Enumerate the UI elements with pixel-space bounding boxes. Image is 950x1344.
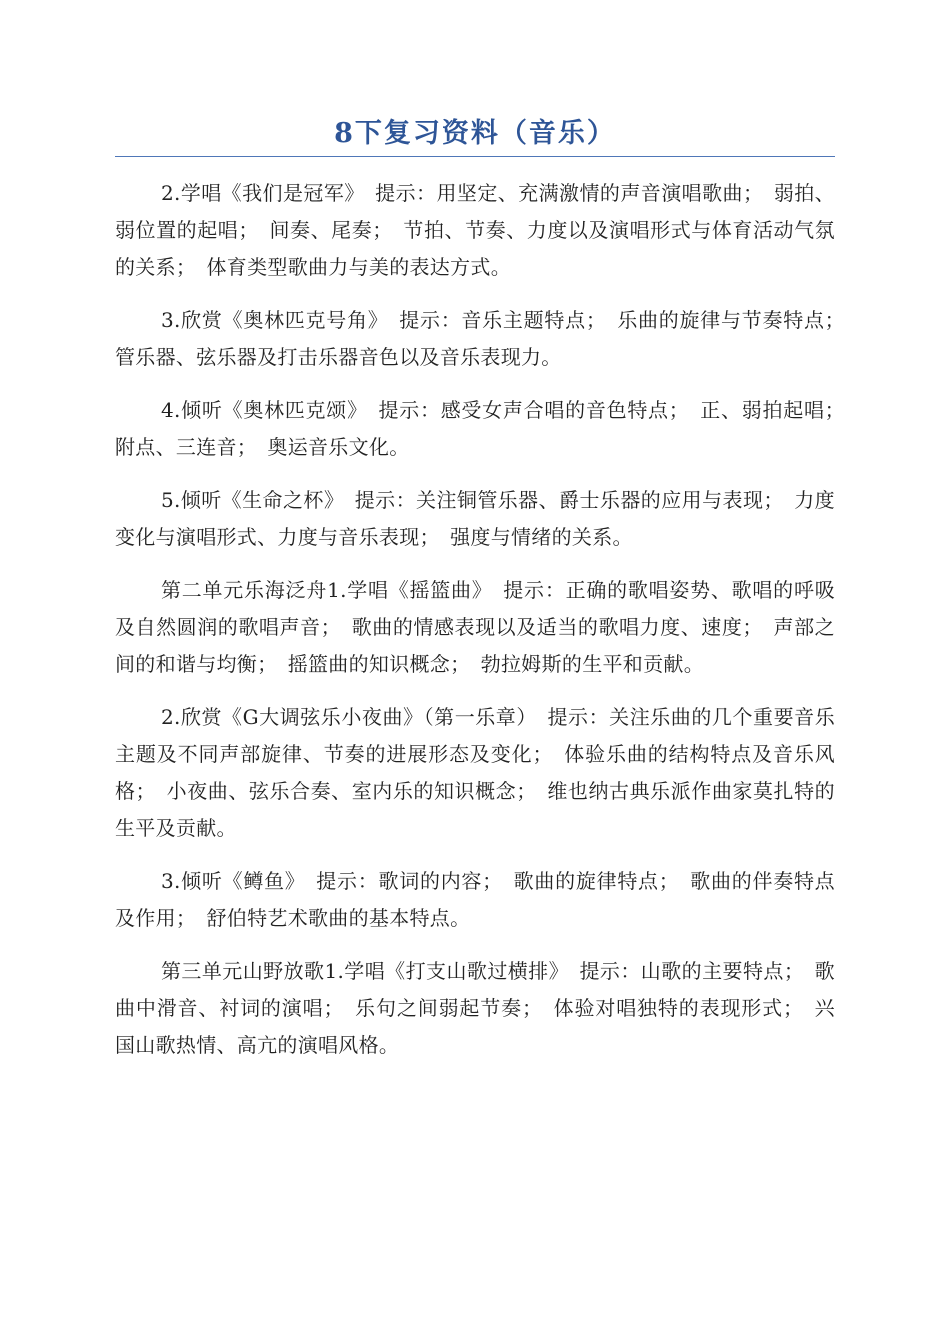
document-title: 8下复习资料（音乐） [334,118,616,149]
paragraph-serenade-g-major: 2.欣赏《G大调弦乐小夜曲》（第一乐章） 提示：关注乐曲的几个重要音乐主题及不同声部旋律、节奏的进展形态及变化； 体验乐曲的结构特点及音乐风格； 小夜曲、弦乐合奏、室内乐的知识概念； 维也纳古典乐派作曲家莫扎特的生平及贡献。 [115,705,835,840]
paragraph-cup-of-life: 5.倾听《生命之杯》 提示：关注铜管乐器、爵士乐器的应用与表现； 力度变化与演唱形式、力度与音乐表现； 强度与情绪的关系。 [115,488,835,549]
title-underline [115,156,835,157]
paragraph-olympic-hymn: 4.倾听《奥林匹克颂》 提示：感受女声合唱的音色特点； 正、弱拍起唱； 附点、三连音； 奥运音乐文化。 [115,398,856,459]
paragraph-trout: 3.倾听《鳟鱼》 提示：歌词的内容； 歌曲的旋律特点； 歌曲的伴奏特点及作用； 舒伯特艺术歌曲的基本特点。 [115,869,835,930]
paragraph-olympic-fanfare: 3.欣赏《奥林匹克号角》 提示：音乐主题特点； 乐曲的旋律与节奏特点； 管乐器、弦乐器及打击乐器音色以及音乐表现力。 [115,308,856,369]
paragraph-unit2-lullaby: 第二单元乐海泛舟1.学唱《摇篮曲》 提示：正确的歌唱姿势、歌唱的呼吸及自然圆润的歌唱声音； 歌曲的情感表现以及适当的歌唱力度、速度； 声部之间的和谐与均衡； 摇篮曲的知识概念； 勃拉姆斯的生平和贡献。 [115,578,835,676]
paragraph-we-are-the-champions: 2.学唱《我们是冠军》 提示：用坚定、充满激情的声音演唱歌曲； 弱拍、弱位置的起唱； 间奏、尾奏； 节拍、节奏、力度以及演唱形式与体育活动气氛的关系； 体育类型歌曲力与美的表达方式。 [115,181,835,279]
document-page [115,112,856,1080]
paragraph-unit3-folk-song: 第三单元山野放歌1.学唱《打支山歌过横排》 提示：山歌的主要特点； 歌曲中滑音、衬词的演唱； 乐句之间弱起节奏； 体验对唱独特的表现形式； 兴国山歌热情、高亢的演唱风格。 [115,959,835,1057]
